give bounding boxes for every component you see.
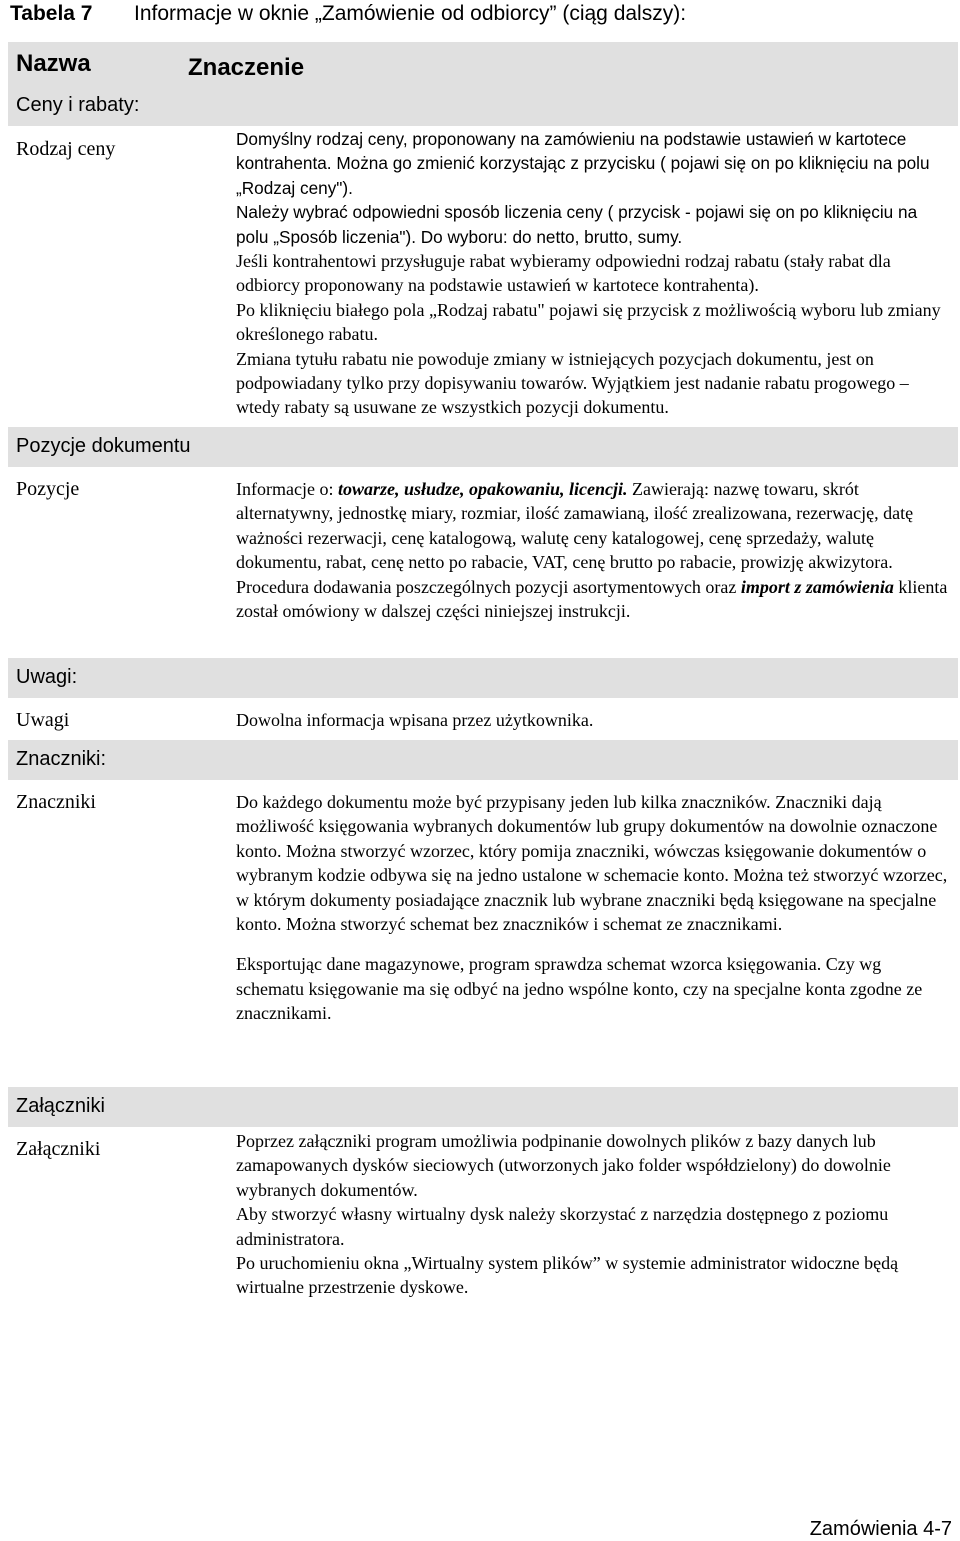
section-uwagi (8, 658, 958, 698)
row-label-pozycje: Pozycje (16, 478, 80, 500)
table-title: Informacje w oknie „Zamówienie od odbiorcy” (ciąg dalszy): (134, 2, 687, 25)
paragraph: Jeśli kontrahentowi przysługuje rabat wybieramy odpowiedni rodzaj rabatu (stały rabat dla odbiorcy proponowany na podstawie ustawień w kartotece kontrahenta). (236, 251, 891, 296)
row-desc-uwagi: Dowolna informacja wpisana przez użytkownika. (236, 710, 594, 730)
row-desc-zalaczniki (236, 1129, 948, 1300)
emphasis: import z zamówienia (740, 576, 894, 597)
section-label: Pozycje dokumentu (16, 435, 191, 457)
paragraph: Należy wybrać odpowiedni sposób liczenia ceny ( przycisk - pojawi się on po kliknięciu na polu „Sposób liczenia"). Do wyboru: do netto, brutto, sumy. (236, 202, 918, 247)
page-footer: Zamówienia 4-7 (809, 1518, 952, 1540)
table-caption (10, 0, 950, 30)
section-label: Uwagi: (16, 666, 78, 688)
paragraph: Eksportując dane magazynowe, program sprawdza schemat wzorca księgowania. Czy wg schematu księgowanie ma się odbyć na jedno wspólne konto, czy na specjalne konta zgodne ze znacznikami. (236, 954, 923, 1024)
row-desc-pozycje (236, 477, 948, 623)
section-label: Znaczniki: (16, 748, 107, 770)
emphasis: towarze, usłudze, opakowaniu, licencji. (337, 479, 628, 499)
paragraph: Po uruchomieniu okna „Wirtualny system plików” w systemie administrator widoczne będą wirtualne przestrzenie dyskowe. (236, 1253, 899, 1298)
table-number: Tabela 7 (10, 2, 93, 25)
paragraph: Domyślny rodzaj ceny, proponowany na zamówieniu na podstawie ustawień w kartotece kontrahenta. Można go zmienić korzystając z przycisku ( pojawi się on po kliknięciu na polu „Rodzaj ceny"). (236, 129, 930, 198)
text: Zawierają: nazwę towaru, skrót alternatywny, jednostkę miary, rozmiar, ilość zamawianą, ilość zrealizowana, rezerwację, datę ważności rezerwacji, cenę katalogową, walutę ceny katalogowej, cenę sprzedaży, walutę dokumentu, rabat, cenę netto po rabacie, VAT, cenę brutto po rabacie, prowizję akwizytora. Procedura dodawania poszczególnych pozycji asortymentowych oraz (236, 479, 914, 597)
section-zalaczniki (8, 1087, 958, 1127)
row-label-rodzaj-ceny: Rodzaj ceny (16, 138, 116, 160)
section-label: Ceny i rabaty: (16, 94, 140, 116)
row-label-zalaczniki: Załączniki (16, 1138, 101, 1160)
row-label-znaczniki: Znaczniki (16, 791, 96, 813)
header-meaning: Znaczenie (188, 54, 305, 81)
paragraph: Aby stworzyć własny wirtualny dysk należy skorzystać z narzędzia dostępnego z poziomu administratora. (236, 1204, 889, 1249)
row-label-uwagi: Uwagi (16, 709, 70, 731)
header-name: Nazwa (16, 50, 91, 77)
row-desc-znaczniki (236, 790, 948, 1026)
paragraph: Poprzez załączniki program umożliwia podpinanie dowolnych plików z bazy danych lub zamapowanych dysków sieciowych (utworzonych jako folder współdzielony) do dowolnie wybranych dokumentów. (236, 1131, 891, 1200)
section-pozycje (8, 427, 958, 467)
text: Informacje o: (236, 479, 338, 499)
text: klienta został omówiony w dalszej części niniejszej instrukcji. (236, 576, 948, 622)
paragraph (236, 477, 948, 623)
section-znaczniki (8, 740, 958, 780)
section-label: Załączniki (16, 1095, 105, 1117)
row-desc-rodzaj-ceny (236, 127, 948, 420)
paragraph: Po kliknięciu białego pola „Rodzaj rabatu" pojawi się przycisk z możliwością wyboru lub zmiany określonego rabatu. (236, 299, 941, 345)
section-ceny (8, 86, 958, 126)
table-header (8, 42, 958, 88)
paragraph: Zmiana tytułu rabatu nie powoduje zmiany w istniejących pozycjach dokumentu, jest on podpowiadany tylko przy dopisywaniu towarów. Wyjątkiem jest nadanie rabatu progowego – wtedy rabaty są usuwane ze wszystkich pozycji dokumentu. (236, 348, 909, 418)
paragraph: Do każdego dokumentu może być przypisany jeden lub kilka znaczników. Znaczniki dają możliwość księgowania wybranych dokumentów lub grupy dokumentów na dowolnie oznaczone konto. Można stworzyć wzorzec, który pomija znaczniki, wówczas księgowanie dokumentów o wybranym kodzie odbywa się na jedno ustalone w schemacie konto. Można też stworzyć wzorzec, w którym dokumenty posiadające znacznik lub wybrane znaczniki będą księgowane na specjalne konto. Można stworzyć schemat bez znaczników i schemat ze znacznikami. (236, 792, 948, 935)
